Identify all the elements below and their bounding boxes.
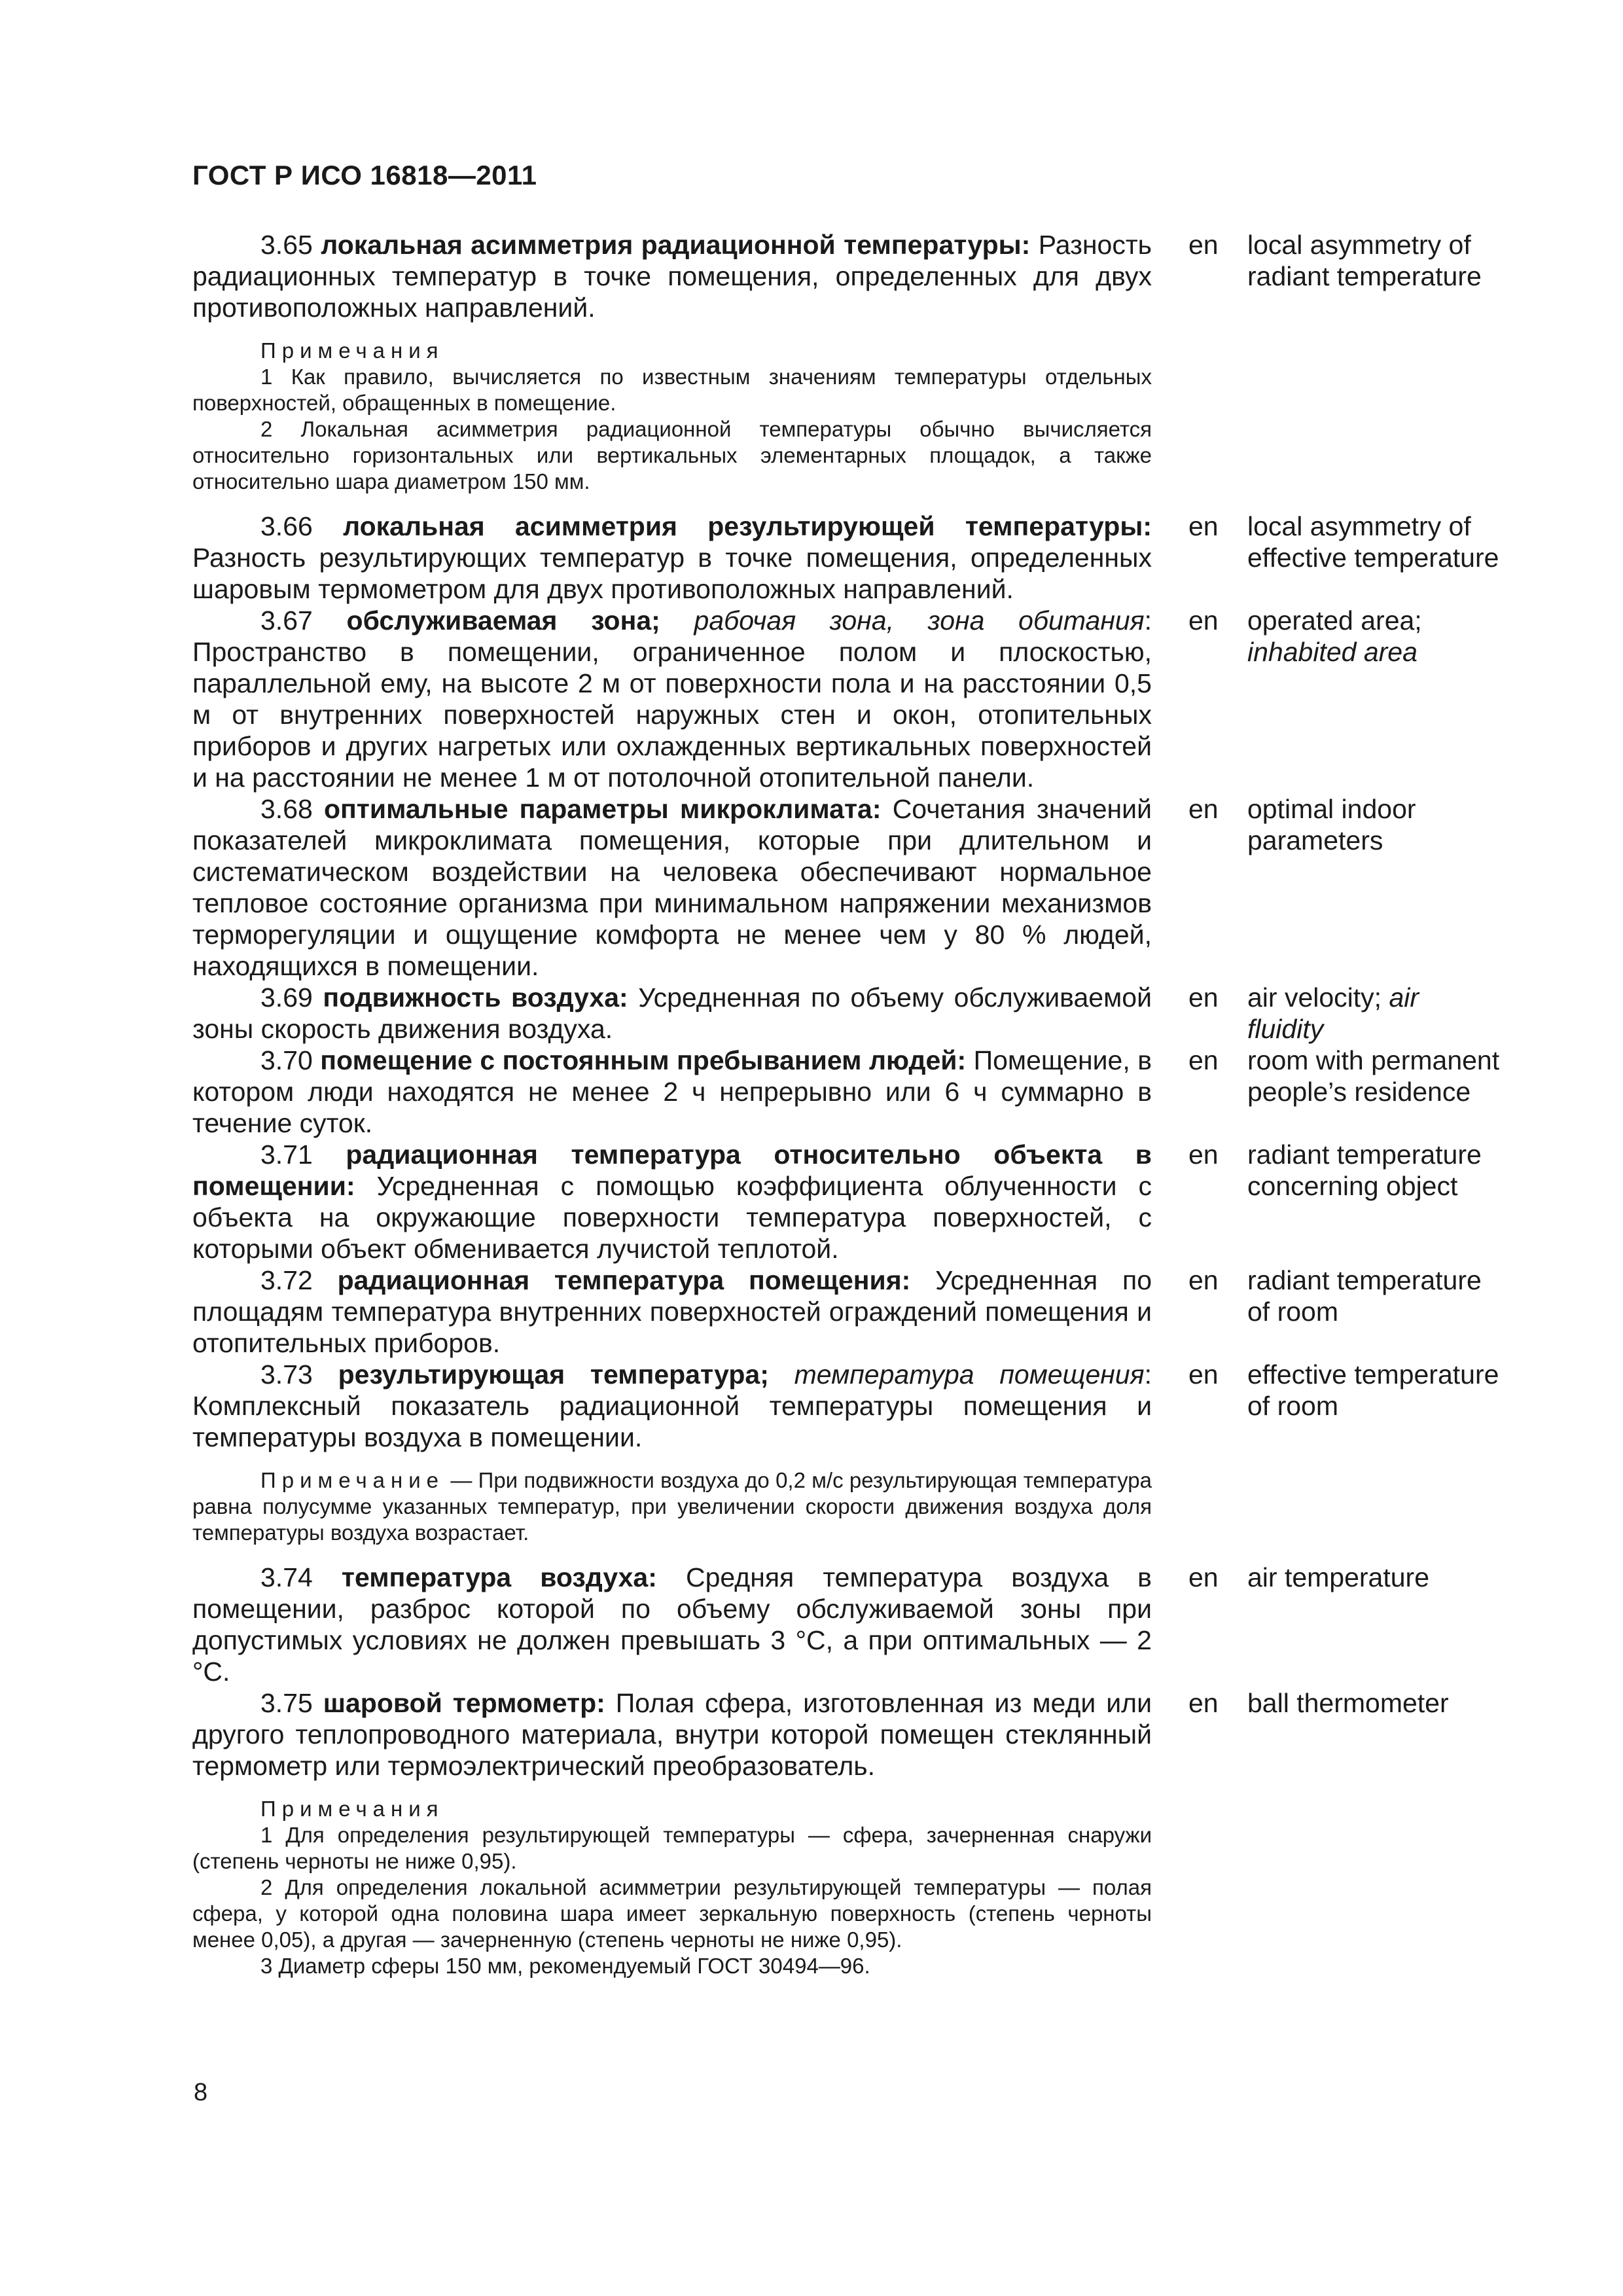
term-name: радиационная температура помещения: xyxy=(337,1265,911,1295)
note-heading: Примечание xyxy=(260,1468,445,1492)
language-code: en xyxy=(1188,1265,1219,1295)
english-equivalent: effective temperature of room xyxy=(1247,1359,1499,1421)
language-code: en xyxy=(1188,1139,1219,1170)
term-entry-3-67 xyxy=(192,605,1501,793)
term-text: 3.67 обслуживаемая зона; рабочая зона, зона обитания: Пространство в помещении, ограниченное полом и плоскостью, параллельной ему, на высоте 2 м от поверхности пола и на расстоянии 0,5 м от внутренних поверхностей наружных стен и окон, отопительных приборов и других нагретых или охлажденных вертикальных поверхностей и на расстоянии не менее 1 м от потолочной отопительной панели. xyxy=(192,605,1152,793)
term-entry-3-70 xyxy=(192,1045,1501,1139)
term-text xyxy=(192,229,1152,323)
language-code: en xyxy=(1188,1359,1219,1390)
language-code: en xyxy=(1188,1562,1219,1592)
term-number: 3.74 xyxy=(260,1562,313,1592)
term-entry-3-69 xyxy=(192,982,1501,1045)
term-definition: Разность радиационных температур в точке помещения, определенных для двух противоположных направлений. xyxy=(192,230,1152,323)
term-definition: Комплексный показатель радиационной температуры помещения и температуры воздуха в помещении. xyxy=(192,1391,1152,1452)
term-name: обслуживаемая зона; xyxy=(346,605,660,636)
term-number: 3.75 xyxy=(260,1688,313,1718)
page-number: 8 xyxy=(194,2079,208,2106)
term-synonym: температура помещения xyxy=(794,1359,1145,1390)
term-number: 3.69 xyxy=(260,982,313,1013)
term-synonym: рабочая зона, зона обитания xyxy=(694,605,1145,636)
english-equivalent: air velocity; air fluidity xyxy=(1247,982,1419,1044)
english-equivalent: optimal indoor parameters xyxy=(1247,794,1416,855)
english-equivalent: radiant temperature concerning object xyxy=(1247,1139,1482,1201)
term-name: результирующая температура; xyxy=(338,1359,769,1390)
note-item: 1 Для определения результирующей температуры — сфера, зачерненная снаружи (степень черноты не ниже 0,95). xyxy=(192,1823,1152,1873)
term-entry-3-66 xyxy=(192,511,1501,605)
language-code: en xyxy=(1188,794,1219,824)
term-number: 3.67 xyxy=(260,605,313,636)
term-name: подвижность воздуха: xyxy=(323,982,628,1013)
term-text xyxy=(192,511,1152,605)
term-name: локальная асимметрия результирующей температуры: xyxy=(343,511,1152,541)
term-name: локальная асимметрия радиационной температуры: xyxy=(321,230,1031,260)
term-entry-3-71 xyxy=(192,1139,1501,1265)
term-entry-3-74 xyxy=(192,1562,1501,1687)
term-number: 3.65 xyxy=(260,230,313,260)
notes-block xyxy=(192,338,1152,495)
note-item: 1 Как правило, вычисляется по известным значениям температуры отдельных поверхностей, обращенных в помещение. xyxy=(192,365,1152,415)
term-entry-3-75 xyxy=(192,1687,1501,1782)
note-block xyxy=(192,1467,1152,1546)
term-entry-3-72 xyxy=(192,1265,1501,1359)
language-code: en xyxy=(1188,230,1219,260)
english-equivalent: operated area; inhabited area xyxy=(1247,605,1422,667)
term-name: помещение с постоянным пребыванием людей: xyxy=(320,1045,967,1075)
english-equivalent: radiant temperature of room xyxy=(1247,1265,1482,1327)
terms-content xyxy=(192,229,1501,1995)
term-definition: Помещение, в котором люди находятся не менее 2 ч непрерывно или 6 ч суммарно в течение суток. xyxy=(192,1045,1152,1138)
term-name: шаровой термометр: xyxy=(323,1688,605,1718)
term-entry-3-65 xyxy=(192,229,1501,323)
language-code: en xyxy=(1188,511,1219,541)
notes-heading: Примечания xyxy=(260,338,444,363)
term-name: радиационная температура относительно объекта в помещении: xyxy=(192,1139,1152,1201)
english-synonym: air fluidity xyxy=(1247,982,1419,1044)
term-number: 3.72 xyxy=(260,1265,313,1295)
term-name: оптимальные параметры микроклимата: xyxy=(323,794,882,824)
term-definition: Усредненная по площадям температура внутренних поверхностей ограждений помещения и отопительных приборов. xyxy=(192,1265,1152,1358)
term-text xyxy=(192,1265,1152,1359)
language-code: en xyxy=(1188,1688,1219,1718)
term-text xyxy=(192,1045,1152,1139)
notes-heading: Примечания xyxy=(260,1797,444,1821)
note-text: — При подвижности воздуха до 0,2 м/с результирующая температура равна полусумме указанных температур, при увеличении скорости движения воздуха доля температуры воздуха возрастает. xyxy=(192,1468,1152,1545)
term-definition: Сочетания значений показателей микроклимата помещения, которые при длительном и систематическом воздействии на человека обеспечивают нормальное тепловое состояние организма при минимальном напряжении механизмов терморегуляции и ощущение комфорта не менее чем у 80 % людей, находящихся в помещении. xyxy=(192,794,1152,981)
term-entry-3-73 xyxy=(192,1359,1501,1453)
term-entry-3-68 xyxy=(192,793,1501,982)
term-definition: Разность результирующих температур в точке помещения, определенных шаровым термометром для двух противоположных направлений. xyxy=(192,543,1152,604)
term-definition: Полая сфера, изготовленная из меди или другого теплопроводного материала, внутри которой помещен стеклянный термометр или термоэлектрический преобразователь. xyxy=(192,1688,1152,1781)
term-text xyxy=(192,1687,1152,1782)
term-text: 3.73 результирующая температура; температура помещения: Комплексный показатель радиационной температуры помещения и температуры воздуха в помещении. xyxy=(192,1359,1152,1452)
notes-block xyxy=(192,1796,1152,1979)
term-name: температура воздуха: xyxy=(341,1562,657,1592)
term-definition: Усредненная по объему обслуживаемой зоны скорость движения воздуха. xyxy=(192,982,1152,1044)
term-text xyxy=(192,1139,1152,1265)
term-definition: Пространство в помещении, ограниченное полом и плоскостью, параллельной ему, на высоте 2 м от поверхности пола и на расстоянии 0,5 м от внутренних поверхностей наружных стен и окон, отопительных приборов и других нагретых или охлажденных вертикальных поверхностей и на расстоянии не менее 1 м от потолочной отопительной панели. xyxy=(192,637,1152,793)
note-item: 2 Для определения локальной асимметрии результирующей температуры — полая сфера, у которой одна половина шара имеет зеркальную поверхность (степень черноты менее 0,05), а другая — зачерненную (степень черноты не ниже 0,95). xyxy=(192,1875,1152,1952)
term-text xyxy=(192,982,1152,1045)
term-number: 3.68 xyxy=(260,794,313,824)
note-item: 3 Диаметр сферы 150 мм, рекомендуемый ГОСТ 30494—96. xyxy=(260,1954,870,1978)
english-equivalent: ball thermometer xyxy=(1247,1688,1449,1718)
english-equivalent: local asymmetry of effective temperature xyxy=(1247,511,1499,573)
term-definition: Усредненная с помощью коэффициента облученности с объекта на окружающие поверхности температура поверхностей, с которыми объект обменивается лучистой теплотой. xyxy=(192,1171,1152,1264)
language-code: en xyxy=(1188,605,1219,636)
term-number: 3.73 xyxy=(260,1359,313,1390)
document-header: ГОСТ Р ИСО 16818—2011 xyxy=(192,160,537,190)
term-text xyxy=(192,793,1152,982)
term-number: 3.70 xyxy=(260,1045,313,1075)
language-code: en xyxy=(1188,982,1219,1013)
note-item: 2 Локальная асимметрия радиационной температуры обычно вычисляется относительно горизонтальных или вертикальных элементарных площадок, а также относительно шара диаметром 150 мм. xyxy=(192,417,1152,493)
english-equivalent: room with permanent people’s residence xyxy=(1247,1045,1500,1107)
english-equivalent: local asymmetry of radiant temperature xyxy=(1247,230,1482,291)
english-synonym: inhabited area xyxy=(1247,637,1418,667)
language-code: en xyxy=(1188,1045,1219,1075)
term-number: 3.66 xyxy=(260,511,313,541)
term-number: 3.71 xyxy=(260,1139,313,1170)
term-definition: Средняя температура воздуха в помещении, разброс которой по объему обслуживаемой зоны при допустимых условиях не должен превышать 3 °С, а при оптимальных — 2 °С. xyxy=(192,1562,1152,1687)
term-text xyxy=(192,1562,1152,1687)
english-equivalent: air temperature xyxy=(1247,1562,1430,1592)
